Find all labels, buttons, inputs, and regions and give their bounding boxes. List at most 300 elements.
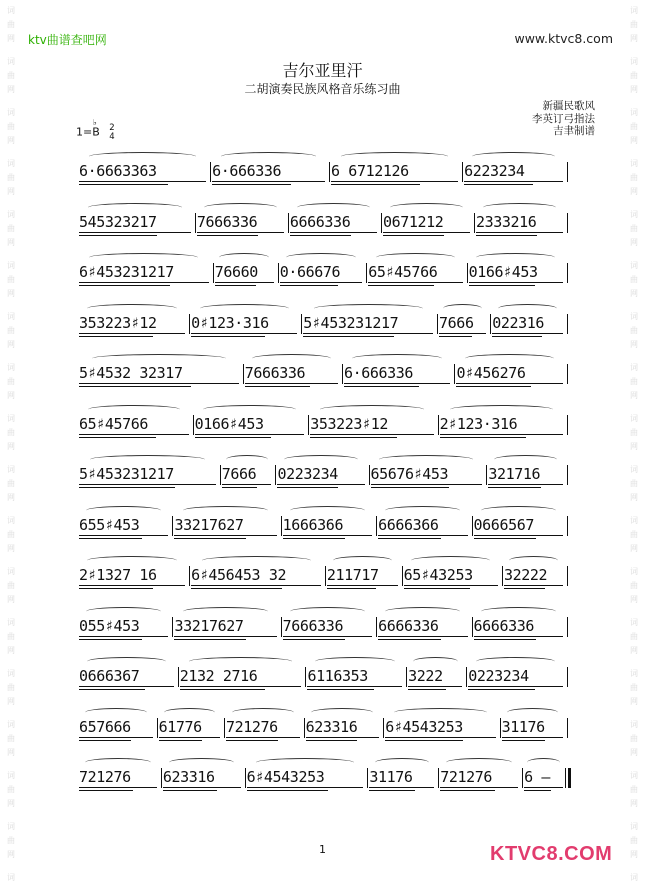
measure-notes: 61776	[158, 717, 202, 736]
slur-mark	[183, 607, 269, 616]
watermark-char: 网	[7, 850, 15, 859]
beam-line	[383, 232, 470, 233]
score-row	[79, 399, 569, 449]
slur-mark	[376, 253, 455, 262]
measure-notes: 0666567	[473, 515, 534, 534]
measure	[440, 765, 518, 789]
page-number: 1	[319, 843, 326, 856]
measure	[307, 664, 402, 688]
watermark-char: 词	[630, 414, 638, 423]
beam-line	[79, 285, 170, 286]
watermark-char: 曲	[630, 428, 638, 437]
beam-line	[283, 535, 372, 536]
watermark-char: 网	[7, 340, 15, 349]
watermark-char: 词	[7, 57, 15, 66]
beam-line	[197, 232, 284, 233]
beam-line	[79, 588, 153, 589]
measure	[327, 563, 398, 587]
slur-mark	[89, 152, 196, 161]
beam-line	[163, 790, 217, 791]
time-signature	[109, 124, 114, 141]
score-row	[79, 651, 569, 701]
beam-line	[79, 790, 133, 791]
measure	[371, 462, 483, 486]
slur-mark	[481, 506, 556, 515]
measure	[404, 563, 498, 587]
slur-mark	[221, 152, 316, 161]
beam-line	[215, 285, 256, 286]
slur-mark	[290, 506, 365, 515]
watermark-char: 网	[7, 85, 15, 94]
beam-line	[191, 585, 321, 586]
score-row	[79, 197, 569, 247]
measure	[79, 715, 153, 739]
measure-notes: 33217627	[174, 616, 244, 635]
beam-line	[283, 639, 346, 640]
measure-notes: 2♯1327 16	[79, 566, 157, 584]
watermark-char: 网	[630, 340, 638, 349]
measure-notes: 2♯123·316	[439, 414, 518, 433]
measure	[439, 311, 486, 335]
slur-mark	[394, 708, 487, 717]
beam-line	[306, 740, 358, 741]
measure	[369, 765, 434, 789]
measure	[247, 765, 364, 789]
slur-mark	[314, 304, 423, 313]
measure	[79, 563, 185, 587]
beam-line	[492, 333, 563, 334]
watermark-char: 词	[7, 771, 15, 780]
slur-mark	[352, 354, 441, 363]
beam-line	[180, 686, 302, 687]
beam-line	[488, 487, 540, 488]
score-row	[79, 601, 569, 651]
watermark-char: 曲	[7, 785, 15, 794]
beam-line	[277, 484, 364, 485]
credits-block	[532, 100, 595, 138]
slur-mark	[202, 556, 311, 565]
watermark-char: 网	[7, 442, 15, 451]
score-row	[79, 500, 569, 550]
score-row	[79, 247, 569, 297]
measure-notes: 0♯456276	[456, 364, 526, 382]
beam-line	[247, 790, 329, 791]
beam-line	[456, 386, 531, 387]
beam-line	[79, 386, 191, 387]
beam-line	[283, 636, 372, 637]
measure-notes: 6·666336	[343, 364, 414, 382]
measure	[476, 210, 563, 234]
slur-mark	[92, 354, 226, 363]
measure	[303, 311, 433, 335]
measure-notes: 6666336	[473, 616, 534, 635]
beam-line	[378, 538, 441, 539]
slur-mark	[232, 708, 294, 717]
slur-mark	[85, 758, 150, 767]
beam-line	[502, 737, 563, 738]
watermark-char: 词	[630, 516, 638, 525]
beam-line	[474, 639, 537, 640]
measure-notes: 623316	[305, 717, 358, 736]
beam-line	[492, 336, 542, 337]
measure	[174, 513, 276, 537]
measure	[385, 715, 495, 739]
key-prefix: 1=	[76, 125, 93, 139]
score-row	[79, 146, 569, 196]
measure	[283, 513, 372, 537]
beam-line	[331, 184, 420, 185]
beam-line	[222, 487, 257, 488]
measure	[191, 563, 321, 587]
slur-mark	[476, 253, 555, 262]
measure-notes: 6♯4543253	[246, 768, 325, 786]
measure	[79, 260, 209, 284]
slur-mark	[89, 253, 198, 262]
measure	[79, 412, 189, 436]
slur-mark	[527, 758, 560, 767]
beam-line	[440, 790, 494, 791]
beam-line	[408, 689, 446, 690]
score-row	[79, 550, 569, 600]
site-link-right[interactable]: www.ktvc8.com	[514, 31, 613, 46]
measure-notes: 0223234	[468, 667, 529, 685]
beam-line	[488, 484, 563, 485]
watermark-char: 曲	[7, 734, 15, 743]
flat-sign: ♭	[93, 118, 97, 127]
beam-line	[212, 184, 291, 185]
measure	[79, 614, 168, 638]
watermark-char: 曲	[7, 836, 15, 845]
measure-notes: 0671212	[382, 212, 444, 231]
beam-line	[468, 689, 534, 690]
watermark-char: 网	[630, 187, 638, 196]
watermark-char: 曲	[7, 275, 15, 284]
measure	[197, 210, 284, 234]
measure	[310, 412, 433, 436]
beam-line	[277, 487, 338, 488]
slur-mark	[509, 556, 559, 565]
slur-mark	[203, 405, 295, 414]
watermark-char: 网	[7, 238, 15, 247]
watermark-char: 曲	[7, 479, 15, 488]
slur-mark	[164, 708, 216, 717]
watermark-char: 网	[630, 748, 638, 757]
beam-line	[79, 484, 216, 485]
measure-notes: 65♯45766	[79, 414, 149, 433]
watermark-char: 词	[630, 720, 638, 729]
beam-line	[476, 232, 563, 233]
beam-line	[79, 686, 174, 687]
watermark-char: 曲	[7, 530, 15, 539]
slur-mark	[320, 405, 424, 414]
watermark-char: 词	[630, 873, 638, 882]
beam-line	[371, 484, 483, 485]
beam-line	[290, 235, 351, 236]
measure-notes: 6116353	[307, 667, 368, 685]
slur-mark	[450, 405, 554, 414]
measure-notes: 6 6712126	[331, 162, 409, 180]
slur-mark	[86, 506, 161, 515]
measure	[79, 664, 174, 688]
watermark-char: 曲	[7, 581, 15, 590]
beam-line	[464, 184, 533, 185]
measure-notes: 623316	[162, 768, 215, 786]
beam-line	[368, 285, 434, 286]
watermark-char: 曲	[630, 632, 638, 641]
beam-line	[79, 184, 168, 185]
measure-notes: 5♯453231217	[79, 465, 174, 483]
slur-mark	[297, 203, 370, 212]
beam-line	[468, 686, 563, 687]
measure	[79, 462, 216, 486]
watermark-char: 词	[630, 618, 638, 627]
watermark-char: 网	[7, 136, 15, 145]
beam-line	[469, 282, 563, 283]
watermark-char: 网	[630, 34, 638, 43]
slur-mark	[333, 556, 392, 565]
measure-notes: 6 —	[524, 768, 550, 786]
beam-line	[226, 740, 278, 741]
beam-line	[408, 686, 462, 687]
measure-notes: 0223234	[277, 465, 338, 483]
beam-line	[245, 386, 310, 387]
measure-notes: 6666336	[289, 212, 351, 231]
beam-line	[440, 437, 526, 438]
watermark-char: 词	[7, 210, 15, 219]
song-title: 吉尔亚里汗	[282, 61, 363, 80]
watermark-char: 网	[630, 238, 638, 247]
beam-line	[383, 235, 444, 236]
beam-line	[474, 535, 563, 536]
measure-notes: 721276	[79, 768, 131, 786]
beam-line	[469, 285, 535, 286]
watermark-char: 曲	[7, 224, 15, 233]
measure	[440, 412, 563, 436]
watermark-char: 词	[7, 720, 15, 729]
measure-notes: 6666366	[378, 515, 439, 534]
measure	[226, 715, 300, 739]
beam-line	[79, 181, 206, 182]
watermark-char: 词	[630, 771, 638, 780]
watermark-char: 曲	[630, 275, 638, 284]
slur-mark	[472, 152, 555, 161]
beam-line	[79, 487, 175, 488]
watermark-char: 网	[630, 544, 638, 553]
watermark-char: 词	[7, 873, 15, 882]
beam-line	[79, 333, 185, 334]
watermark-char: 网	[630, 391, 638, 400]
beam-line	[327, 585, 398, 586]
credit-origin: 新疆民歌风	[542, 100, 595, 112]
measure-notes: 0♯123·316	[191, 313, 269, 332]
measure-notes: 33217627	[174, 515, 244, 534]
watermark-char: 曲	[630, 122, 638, 131]
slur-mark	[252, 354, 330, 363]
measure-notes: 353223♯12	[79, 313, 157, 332]
measure-notes: 6·666336	[212, 162, 282, 180]
beam-line	[440, 434, 563, 435]
slur-mark	[204, 203, 277, 212]
beam-line	[79, 538, 142, 539]
beam-line	[79, 740, 131, 741]
measure-notes: 353223♯12	[310, 414, 388, 433]
beam-line	[174, 535, 276, 536]
beam-line	[79, 336, 153, 337]
slur-mark	[507, 708, 559, 717]
beam-line	[79, 434, 189, 435]
measure-notes: 657666	[79, 717, 131, 736]
watermark-char: 词	[630, 669, 638, 678]
measure-notes: 321716	[488, 465, 541, 483]
beam-line	[378, 535, 467, 536]
slur-mark	[483, 203, 556, 212]
measure	[474, 513, 563, 537]
slur-mark	[87, 556, 176, 565]
measure	[79, 361, 239, 385]
slur-mark	[219, 253, 269, 262]
beam-line	[310, 437, 396, 438]
measure	[215, 260, 274, 284]
watermark-char: 网	[630, 595, 638, 604]
beam-line	[310, 434, 433, 435]
credit-transcriber: 吉聿制谱	[553, 125, 595, 137]
slur-mark	[286, 253, 355, 262]
beam-line	[306, 737, 380, 738]
measure-notes: 31176	[501, 717, 545, 736]
measure-notes: 65♯45766	[368, 263, 438, 281]
beam-line	[191, 588, 282, 589]
measure	[159, 715, 220, 739]
beam-line	[385, 740, 462, 741]
watermark-char: 词	[7, 312, 15, 321]
beam-line	[456, 383, 563, 384]
watermark-char: 网	[7, 595, 15, 604]
measure	[383, 210, 470, 234]
slur-mark	[315, 657, 395, 666]
measure	[331, 159, 458, 183]
beam-line	[180, 689, 265, 690]
measure	[502, 715, 563, 739]
beam-line	[440, 787, 518, 788]
watermark-char: 曲	[7, 173, 15, 182]
measure	[191, 311, 297, 335]
measure-notes: 1666366	[282, 515, 344, 534]
measure-notes: 6666336	[378, 616, 439, 635]
beam-line	[385, 737, 495, 738]
watermark-char: 词	[630, 567, 638, 576]
beam-line	[290, 232, 377, 233]
watermark-char: 网	[7, 391, 15, 400]
measure-notes: 7666336	[282, 616, 344, 635]
measure-notes: 6·6663363	[79, 162, 157, 180]
beam-line	[79, 235, 157, 236]
watermark-char: 词	[630, 465, 638, 474]
slur-mark	[87, 657, 167, 666]
measure-notes: 7666336	[244, 364, 306, 382]
slur-mark	[476, 657, 556, 666]
beam-line	[195, 437, 272, 438]
beam-line	[439, 336, 472, 337]
beam-line	[368, 282, 462, 283]
watermark-char: 网	[630, 799, 638, 808]
beam-line	[195, 434, 305, 435]
watermark-char: 曲	[630, 683, 638, 692]
watermark-char: 曲	[630, 734, 638, 743]
beam-line	[524, 790, 551, 791]
beam-line	[215, 282, 274, 283]
measure-notes: 6♯456453 32	[191, 566, 287, 584]
measure-notes: 6♯4543253	[385, 717, 463, 736]
measure	[344, 361, 451, 385]
watermark-char: 词	[630, 6, 638, 15]
watermark-char: 词	[630, 57, 638, 66]
slur-mark	[169, 758, 234, 767]
measure	[195, 412, 305, 436]
measure	[245, 361, 338, 385]
watermark-char: 词	[630, 210, 638, 219]
slur-mark	[226, 455, 268, 464]
watermark-char: 词	[7, 567, 15, 576]
beam-line	[331, 181, 458, 182]
beam-line	[79, 383, 239, 384]
slur-mark	[494, 455, 557, 464]
beam-line	[174, 636, 276, 637]
measure-notes: 2333216	[475, 212, 537, 231]
slur-mark	[443, 304, 483, 313]
measure	[79, 765, 157, 789]
measure	[290, 210, 377, 234]
measure	[79, 513, 168, 537]
measure	[174, 614, 276, 638]
measure	[163, 765, 241, 789]
watermark-char: 词	[630, 363, 638, 372]
key-signature	[76, 118, 115, 142]
slur-mark	[465, 354, 554, 363]
measure	[368, 260, 462, 284]
watermark-char: 曲	[630, 71, 638, 80]
beam-line	[524, 787, 563, 788]
beam-line	[464, 181, 563, 182]
beam-line	[378, 639, 441, 640]
measure	[408, 664, 462, 688]
beam-line	[280, 282, 363, 283]
measure-notes: 31176	[369, 768, 413, 786]
beam-line	[79, 232, 191, 233]
watermark-char: 网	[7, 697, 15, 706]
measure-notes: 6223234	[464, 162, 525, 180]
beam-line	[79, 636, 168, 637]
score-row	[79, 298, 569, 348]
site-link-left[interactable]: ktv曲谱查吧网	[28, 33, 107, 47]
watermark-char: 曲	[630, 581, 638, 590]
watermark-char: 词	[7, 363, 15, 372]
beam-line	[307, 689, 373, 690]
measure-notes: 211717	[326, 566, 379, 584]
slur-mark	[379, 455, 473, 464]
measure	[212, 159, 325, 183]
watermark-char: 词	[7, 516, 15, 525]
beam-line	[439, 333, 486, 334]
key-tonic: B	[92, 125, 100, 139]
beam-line	[79, 639, 142, 640]
watermark-char: 网	[7, 493, 15, 502]
slur-mark	[290, 607, 365, 616]
song-subtitle: 二胡演奏民族风格音乐练习曲	[244, 82, 401, 96]
measure-notes: 65♯43253	[403, 566, 473, 584]
measure	[280, 260, 363, 284]
watermark-char: 曲	[630, 479, 638, 488]
watermark-char: 曲	[7, 377, 15, 386]
